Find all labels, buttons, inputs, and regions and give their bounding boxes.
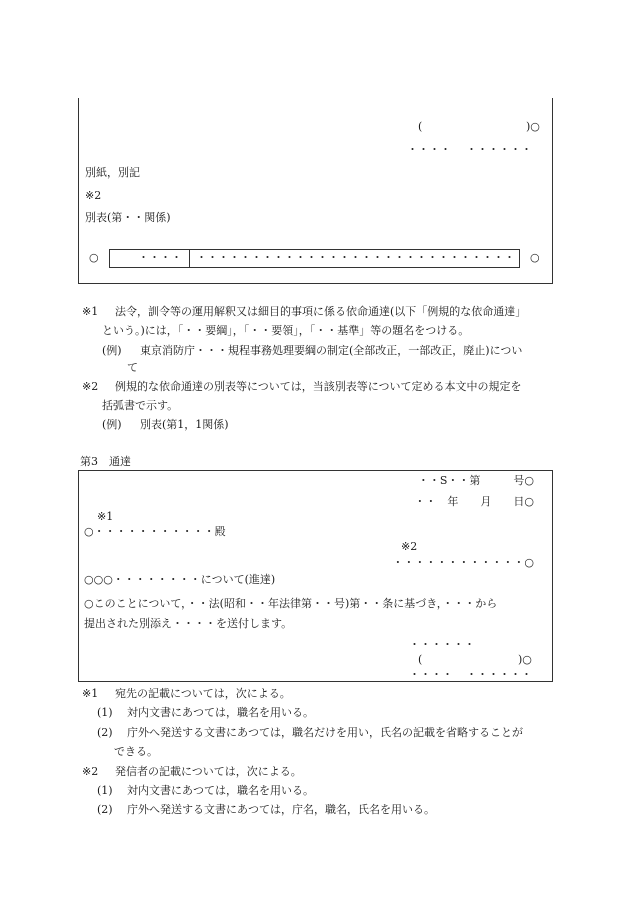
notes2-n1-item2-num: (2) [97, 726, 113, 739]
box1-line-bessi: 別紙，別記 [85, 166, 140, 179]
box1-table [109, 249, 520, 268]
notes1-example2-text: 別表(第1，1関係) [140, 418, 229, 431]
box1-right-border [552, 98, 553, 284]
box1-left-border [78, 98, 79, 284]
notes2-n1-text: 宛先の記載については，次による。 [115, 687, 291, 700]
notes1-example1-line2: て [127, 361, 138, 374]
box1-table-cell-b: ・・・・・・・・・・・・・・・・・・・・・・・・・・・・・ [196, 251, 515, 264]
notes2-n2-text: 発信者の記載については，次による。 [115, 765, 302, 778]
notes2-n2-item2-text: 庁外へ発送する文書にあつては，庁名，職名，氏名を用いる。 [127, 803, 435, 816]
form-subject: ○○○・・・・・・・・について(進達) [84, 573, 276, 586]
box1-line-note2: ※2 [85, 189, 102, 202]
notes1-n1-line2: という。)には，「・・要綱」，「・・要領」，「・・基準」等の題名をつける。 [102, 324, 470, 337]
notes1-n2-line2: 括弧書で示す。 [102, 399, 179, 412]
notes1-n2-mark: ※2 [82, 380, 99, 393]
form-signature-dots-b: ・・・・・・ [466, 668, 532, 681]
section3-heading: 第3 通達 [80, 455, 131, 468]
notes2-n1-item1-num: (1) [97, 706, 113, 719]
form-signature-dots-a: ・・・・ [409, 668, 453, 681]
notes2-n2-item2-num: (2) [97, 803, 113, 816]
box1-dots-b: ・・・・・・ [466, 143, 532, 156]
notes1-example2-label: (例) [102, 418, 122, 431]
form-body-line2: 提出された別添え・・・・を送付します。 [84, 617, 293, 630]
box1-circle-right: ○ [530, 251, 540, 264]
notes2-n2-mark: ※2 [82, 765, 99, 778]
notes2-n1-item1-text: 対内文書にあつては，職名を用いる。 [127, 706, 314, 719]
box1-table-cell-a: ・・・・ [138, 251, 182, 264]
box1-circle-left: ○ [89, 251, 99, 264]
notes1-n2-line1: 例規的な依命通達の別表等については，当該別表等について定める本文中の規定を [115, 380, 522, 393]
box1-table-divider [189, 250, 190, 267]
box1-line-beppyo: 別表(第・・関係) [85, 211, 171, 224]
notes2-n2-item1-num: (1) [97, 784, 113, 797]
notes1-example1-label: (例) [102, 344, 122, 357]
form-sender: ・・・・・・・・・・・・○ [392, 556, 534, 569]
form-addressee: ○・・・・・・・・・・・殿 [84, 525, 226, 538]
notes1-example1-line1: 東京消防庁・・・規程事務処理要綱の制定(全部改正，一部改正，廃止)につい [140, 344, 523, 357]
form-note1: ※1 [97, 510, 114, 523]
form-date: ・・ 年 月 日○ [414, 495, 534, 508]
notes1-n1-line1: 法令，訓令等の運用解釈又は細目的事項に係る依命通達(以下「例規的な依命通達」 [115, 305, 527, 318]
form-signature-dots: ・・・・・・ [409, 638, 475, 651]
notes2-n1-item2-line2: できる。 [114, 745, 158, 758]
box1-paren-open: ( [418, 120, 423, 133]
box1-bottom-border [78, 283, 553, 284]
notes2-n1-item2-line1: 庁外へ発送する文書にあつては，職名だけを用い，氏名の記載を省略することが [127, 726, 523, 739]
box1-paren-close: )○ [526, 120, 540, 133]
box1-dots-a: ・・・・ [407, 143, 451, 156]
notes2-n1-mark: ※1 [82, 687, 99, 700]
form-signature-paren-open: ( [418, 653, 423, 666]
form-body-line1: ○このことについて，・・法(昭和・・年法律第・・号)第・・条に基づき，・・・から [84, 597, 498, 610]
notes2-n2-item1-text: 対内文書にあつては，職名を用いる。 [127, 784, 314, 797]
form-doc-number: ・・S・・第 号○ [417, 474, 534, 487]
form-note2: ※2 [401, 540, 418, 553]
form-signature-paren-close: )○ [518, 653, 532, 666]
notes1-n1-mark: ※1 [82, 305, 99, 318]
